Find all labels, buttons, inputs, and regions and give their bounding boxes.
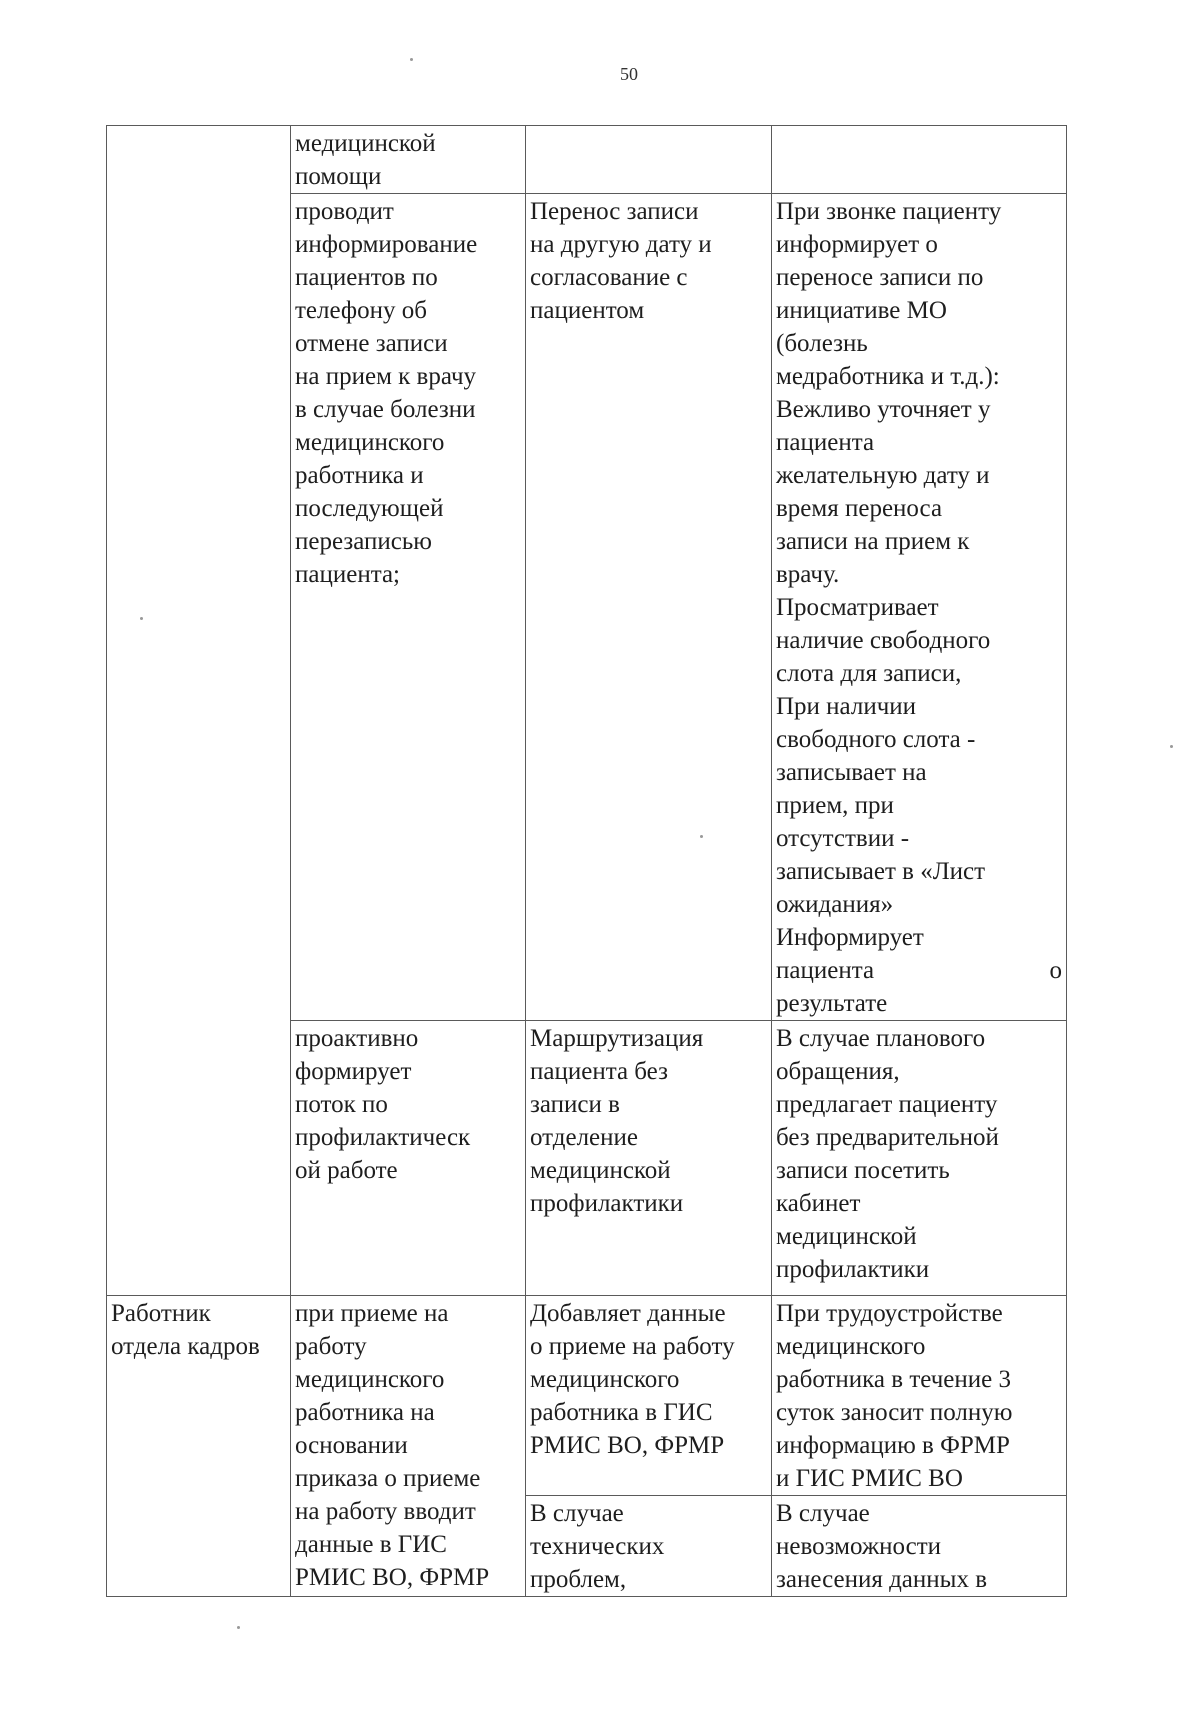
text-line: информацию в ФРМР xyxy=(776,1432,1010,1459)
text-line: медицинской xyxy=(776,1223,917,1250)
cell-action xyxy=(291,1296,526,1597)
text-line: работника и xyxy=(295,462,424,489)
text-line: слота для записи, xyxy=(776,660,962,687)
text-line: занесения данных в xyxy=(776,1566,987,1593)
text-line: перезаписью xyxy=(295,528,432,555)
text-line: Добавляет данные xyxy=(530,1300,726,1327)
text-line: на работу вводит xyxy=(295,1498,476,1525)
text-line: последующей xyxy=(295,495,444,522)
text-line: профилактическ xyxy=(295,1124,471,1151)
text-line: информирует о xyxy=(776,231,938,258)
cell-role xyxy=(107,1296,291,1597)
text-line: записи на прием к xyxy=(776,528,970,555)
text-line: помощи xyxy=(295,163,382,190)
text-line: При звонке пациенту xyxy=(776,198,1002,225)
text-line: свободного слота - xyxy=(776,726,976,753)
text-line: Перенос записи xyxy=(530,198,699,225)
text-line: проводит xyxy=(295,198,394,225)
text-line: приказа о приеме xyxy=(295,1465,481,1492)
text-line: пациентом xyxy=(530,297,645,324)
text-line: медицинского xyxy=(530,1366,680,1393)
text-line: на другую дату и xyxy=(530,231,712,258)
text-line: ожидания» xyxy=(776,891,894,918)
text-line: врачу. xyxy=(776,561,840,588)
text-line: кабинет xyxy=(776,1190,861,1217)
text-line: обращения, xyxy=(776,1058,900,1085)
text-line: отдела кадров xyxy=(111,1333,260,1360)
cell-operation xyxy=(526,126,772,194)
text-line: без предварительной xyxy=(776,1124,999,1151)
table-row xyxy=(107,1296,1067,1496)
text-line: работу xyxy=(295,1333,367,1360)
text-line: В случае планового xyxy=(776,1025,986,1052)
text-line: наличие свободного xyxy=(776,627,991,654)
text-line: отмене записи xyxy=(295,330,448,357)
text-line: согласование с xyxy=(530,264,688,291)
text-line: работника в ГИС xyxy=(530,1399,713,1426)
text-line: записи посетить xyxy=(776,1157,950,1184)
cell-action xyxy=(291,1021,526,1296)
text-line: проактивно xyxy=(295,1025,419,1052)
text-line: Маршрутизация xyxy=(530,1025,704,1052)
cell-action xyxy=(291,194,526,1021)
cell-operation xyxy=(526,1496,772,1597)
text-line: отсутствии - xyxy=(776,825,910,852)
text-line: пациента без xyxy=(530,1058,668,1085)
scan-speck xyxy=(1170,745,1173,748)
scan-speck xyxy=(700,835,703,838)
text-line: медицинского xyxy=(295,1366,445,1393)
text-line: предлагает пациенту xyxy=(776,1091,998,1118)
text-line: пациента xyxy=(776,429,875,456)
text-line: Информирует xyxy=(776,924,924,951)
text-line: Работник xyxy=(111,1300,211,1327)
text-line: профилактики xyxy=(776,1256,930,1283)
table-row xyxy=(107,126,1067,194)
cell-description xyxy=(772,1496,1067,1597)
text-line: медицинского xyxy=(295,429,445,456)
text-line: и ГИС РМИС ВО xyxy=(776,1465,963,1492)
text-line: желательную дату и xyxy=(776,462,990,489)
text-line: записывает на xyxy=(776,759,927,786)
text-line: при приеме на xyxy=(295,1300,449,1327)
text-line: результате xyxy=(776,990,888,1017)
text-line: записывает в «Лист xyxy=(776,858,986,885)
text-line: медицинского xyxy=(776,1333,926,1360)
cell-description xyxy=(772,194,1067,1021)
text-line: профилактики xyxy=(530,1190,684,1217)
scan-speck xyxy=(140,617,143,620)
text-line: данные в ГИС xyxy=(295,1531,447,1558)
text-line: работника в течение 3 xyxy=(776,1366,1012,1393)
text-line: основании xyxy=(295,1432,408,1459)
text-line: РМИС ВО, ФРМР xyxy=(295,1564,490,1591)
page-number: 50 xyxy=(620,64,638,84)
text-line: прием, при xyxy=(776,792,894,819)
text-line: (болезнь xyxy=(776,330,868,357)
regulation-table xyxy=(106,125,1067,1597)
cell-operation xyxy=(526,1296,772,1496)
text-line: время переноса xyxy=(776,495,943,522)
text-line: В случае xyxy=(776,1500,870,1527)
cell-operation xyxy=(526,1021,772,1296)
scan-speck xyxy=(237,1626,240,1629)
text-line: инициативе МО xyxy=(776,297,947,324)
text-line: медицинской xyxy=(530,1157,671,1184)
text-line: невозможности xyxy=(776,1533,942,1560)
cell-description xyxy=(772,1296,1067,1496)
cell-description xyxy=(772,126,1067,194)
text-line: технических xyxy=(530,1533,665,1560)
text-line: медработника и т.д.): xyxy=(776,363,1000,390)
cell-role-empty xyxy=(107,126,291,1296)
text-line: телефону об xyxy=(295,297,427,324)
text-line: записи в xyxy=(530,1091,620,1118)
text-line: При трудоустройстве xyxy=(776,1300,1003,1327)
text-line: пациентов по xyxy=(295,264,438,291)
cell-operation xyxy=(526,194,772,1021)
scan-speck xyxy=(410,58,413,61)
text-line: Вежливо уточняет у xyxy=(776,396,991,423)
text-line: работника на xyxy=(295,1399,435,1426)
text-line: ой работе xyxy=(295,1157,398,1184)
justified-word-right: о xyxy=(1049,957,1062,984)
text-line: В случае xyxy=(530,1500,624,1527)
text-line: РМИС ВО, ФРМР xyxy=(530,1432,725,1459)
justified-word-left: пациента xyxy=(776,957,875,984)
text-line: о приеме на работу xyxy=(530,1333,735,1360)
text-line: формирует xyxy=(295,1058,412,1085)
cell-action xyxy=(291,126,526,194)
text-line: переносе записи по xyxy=(776,264,984,291)
text-line: в случае болезни xyxy=(295,396,476,423)
text-line: При наличии xyxy=(776,693,917,720)
cell-description xyxy=(772,1021,1067,1296)
text-line: Просматривает xyxy=(776,594,939,621)
text-line: пациента; xyxy=(295,561,400,588)
text-line: на прием к врачу xyxy=(295,363,477,390)
text-line: отделение xyxy=(530,1124,639,1151)
text-line: поток по xyxy=(295,1091,388,1118)
text-line: проблем, xyxy=(530,1566,627,1593)
text-line: медицинской xyxy=(295,130,436,157)
text-line: суток заносит полную xyxy=(776,1399,1013,1426)
justified-line xyxy=(776,954,1062,987)
text-line: информирование xyxy=(295,231,478,258)
